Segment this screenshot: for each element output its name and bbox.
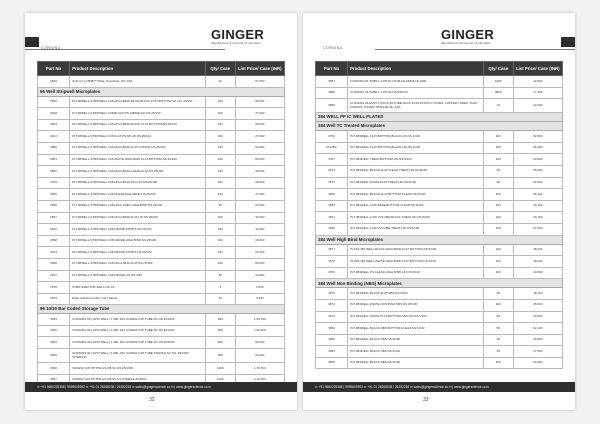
header-rule (375, 49, 575, 50)
qty-cell: 960 (205, 314, 235, 326)
product-row (316, 76, 563, 88)
part-number-cell: 2597 (38, 212, 70, 224)
qty-cell: 100 (483, 131, 513, 143)
product-row (316, 212, 563, 224)
price-cell: 55,000 (235, 258, 284, 270)
part-number-cell: 2598 (38, 258, 70, 270)
part-number-cell: 2598 (38, 235, 70, 247)
part-number-cell: 3700 (316, 267, 348, 279)
qty-cell: 960 (205, 349, 235, 363)
product-row (38, 154, 285, 166)
part-number-cell: 3653 (316, 346, 348, 358)
description-cell: PLT,96WELL,STRIPWELL,1X8,HIGH BIND,FLAT,COSTAR,NS,25/100 (70, 142, 206, 154)
qty-cell: 100 (483, 299, 513, 311)
product-row (38, 212, 285, 224)
brand-tab (561, 37, 575, 47)
product-row (316, 142, 563, 154)
page-number: 33 (423, 397, 429, 403)
price-cell: 28,000 (235, 177, 284, 189)
part-number-cell: 3578 (316, 256, 348, 268)
qty-cell: 100 (205, 247, 235, 259)
description-cell: PLT,384WELL,WHITE,FLAT,TREAT,LID,NS,5/100 (348, 177, 484, 189)
part-number-cell: 3558 (316, 87, 348, 99)
price-cell: 64,900 (513, 357, 562, 369)
ginger-logo (211, 27, 264, 45)
part-number-cell: 2592 (38, 96, 70, 108)
qty-cell: 100 (483, 244, 513, 256)
product-row (316, 311, 563, 323)
product-row (38, 337, 285, 349)
product-row (316, 323, 563, 335)
part-number-cell: 9379 (38, 177, 70, 189)
product-row (316, 346, 563, 358)
product-row (316, 99, 563, 113)
section-heading-row (316, 235, 563, 244)
product-row (316, 131, 563, 143)
description-cell: CORNING 96 (10/70 WELL) 1.0ML,26C SCREW CAP,TUBE,SC,NS,25/1000 (70, 325, 206, 337)
qty-cell: 100 (483, 357, 513, 369)
section-heading-row (316, 279, 563, 288)
description-cell: CORNING 96 (10/70 WELL) 1.0ML,26C SCREW CAP,TUBE,SC,NS,25/1000 (70, 337, 206, 349)
product-row (316, 288, 563, 300)
product-row (38, 96, 285, 108)
product-table-left (37, 61, 285, 386)
qty-cell: 50 (483, 311, 513, 323)
section-title: 96 Well Stripwell Microplates (38, 87, 285, 96)
price-cell: 62,000 (513, 177, 562, 189)
price-cell: 22,200 (513, 99, 562, 113)
price-cell: 40,100 (513, 200, 562, 212)
qty-cell: 100 (205, 131, 235, 143)
col-qty: Qty/ Case (483, 62, 513, 76)
product-row (316, 299, 563, 311)
qty-cell: 100 (205, 166, 235, 178)
qty-cell: 100 (205, 212, 235, 224)
price-cell: 57,000 (235, 76, 284, 88)
product-row (38, 314, 285, 326)
qty-cell: 1000 (483, 76, 513, 88)
part-number-cell: 2578 (38, 282, 70, 294)
part-number-cell: 3707 (316, 154, 348, 166)
qty-cell: 1000 (205, 374, 235, 386)
price-cell: 66,000 (513, 142, 562, 154)
qty-cell: 50 (483, 177, 513, 189)
product-row (38, 177, 285, 189)
qty-cell: 50 (205, 200, 235, 212)
table-body-left (38, 76, 285, 386)
price-cell: 42,000 (235, 224, 284, 236)
part-number-cell: 9018 (38, 108, 70, 120)
part-number-cell: 3700 (316, 131, 348, 143)
product-row (38, 363, 285, 375)
part-number-cell: 2592 (38, 166, 70, 178)
section-heading-row (38, 305, 285, 314)
price-cell: 34,500 (513, 311, 562, 323)
qty-cell: 1000 (205, 363, 235, 375)
price-cell: 52,000 (235, 247, 284, 259)
price-cell: 1,50,000 (235, 325, 284, 337)
product-row (38, 224, 285, 236)
product-row (38, 142, 285, 154)
qty-cell: 10 (205, 76, 235, 88)
part-number-cell: 2581 (38, 154, 70, 166)
col-part-no: Part No (38, 62, 70, 76)
description-cell: PLT,384WELL,PS,CLEAR,HIGH BIND,LID,NS,5/100 (348, 267, 484, 279)
description-cell: PLT,96WELL,STRIPWELL,1X8,WHITE,HIGH BIND,FLAT-BOTTOM,NS,25/100 (70, 154, 206, 166)
price-cell: 55,000 (235, 119, 284, 131)
table-header (38, 62, 285, 76)
price-cell: 40,100 (513, 212, 562, 224)
description-cell: PLT,384WELL,BLACK,FLAT,NBS,NS,5/100 (348, 288, 484, 300)
product-row (38, 131, 285, 143)
footer-contact: ✆ +91 9650225388 | 9999605992 ✉ +91 01 26268038 / 26252238 ✉ sales@gingerscience.co.in | www.gingerscience.co.in (303, 382, 575, 392)
description-cell: PLT,384WELL,TREAT,BOTTOM,LID,NS,5/100 (348, 154, 484, 166)
part-number-cell: 3654 (316, 323, 348, 335)
qty-cell: 100 (205, 96, 235, 108)
description-cell: PLT,96WELL,STRIPWELL,1X8,HIGH BIND,FLAT,LID,NS,25/100 (70, 212, 206, 224)
product-table-right (315, 61, 563, 369)
product-row (316, 87, 563, 99)
qty-cell: 100 (483, 200, 513, 212)
description-cell: Sulfonyl w/ BNB™ Plate, Nonsterile, Pkt 1/10 (70, 76, 206, 88)
description-cell: SCREW CAP PP,TPE,HS 6/8,SC,NS,25/1000 (70, 363, 206, 375)
part-number-cell: 3712BC (316, 142, 348, 154)
description-cell: Eight-well strip holder, Non Sterile (70, 293, 206, 305)
section-title: 384 Well TC Treated Microplates (316, 122, 563, 131)
part-number-cell: 3541 (316, 212, 348, 224)
section-title: 384 Well High Bind Microplates (316, 235, 563, 244)
qty-cell: 100 (483, 212, 513, 224)
price-cell: 47,500 (513, 346, 562, 358)
price-cell: 40,000 (513, 334, 562, 346)
price-cell: 63,000 (235, 200, 284, 212)
part-number-cell: 3577 (316, 244, 348, 256)
product-row (38, 119, 285, 131)
part-number-cell: 3571 (316, 165, 348, 177)
part-number-cell: 3532 (38, 325, 70, 337)
description-cell: STRIP EJECTOR,WELL,NS,1/1 (70, 282, 206, 294)
price-cell: 38,100 (513, 288, 562, 300)
price-cell: 60,600 (513, 154, 562, 166)
corning-label: CORNING (41, 46, 62, 50)
col-part-no: Part No (316, 62, 348, 76)
price-cell: 42,000 (513, 76, 562, 88)
description-cell: PLT,96WELL,STRIPWELL,1X8,HALF AREA,HIGH BIND,NS,25/100 (70, 200, 206, 212)
qty-cell: 100 (205, 108, 235, 120)
part-number-cell: 9013 (38, 247, 70, 259)
brand-tab (25, 37, 39, 47)
description-cell: PLT,96WELL,STRIPWELL,1X8,FRAME,HIGH BIND,NS,25/100 (70, 235, 206, 247)
price-cell: 57,500 (513, 223, 562, 235)
section-heading-row (316, 122, 563, 131)
product-row (316, 165, 563, 177)
description-cell: PLATE,384 WELL,BLACK,HIGH BIND,FLAT BOTTOM,NS,5/100 (348, 244, 484, 256)
corning-label: CORNING (322, 46, 343, 50)
part-number-cell: 3573 (316, 311, 348, 323)
part-number-cell: 2579 (38, 293, 70, 305)
price-cell: 20,000 (235, 270, 284, 282)
product-row (316, 177, 563, 189)
qty-cell: 960 (205, 337, 235, 349)
product-row (316, 154, 563, 166)
description-cell: CORNING 96 TUBE 1.4 PP,SC,NS,5/RACK (348, 87, 484, 99)
qty-cell: 100 (483, 256, 513, 268)
col-description: Product Description (348, 62, 484, 76)
price-cell: 52,800 (513, 131, 562, 143)
description-cell: PLT,96WELL,STRIPWELL,1X8,HIGH BIND,FB,NS,BLACK,FLAT-BOTTOM,W/ LID, 25/100 (70, 96, 206, 108)
description-cell: PLT,96WELL,STRIPWELL,1X8,HIGH BIND,PS,FLAT,NS,25/100 (70, 177, 206, 189)
description-cell: PLT,96WELL,STRIPWELL,1X8,FRAME,LID,NS,1/50 (70, 270, 206, 282)
product-row (38, 189, 285, 201)
qty-cell: 100 (483, 267, 513, 279)
product-row (316, 189, 563, 201)
product-row (316, 357, 563, 369)
product-row (38, 108, 285, 120)
part-number-cell: 2593 (38, 119, 70, 131)
price-cell: 27,000 (235, 131, 284, 143)
table-header (316, 62, 563, 76)
part-number-cell: 3575 (316, 288, 348, 300)
qty-cell: 960 (205, 325, 235, 337)
description-cell: PLT,96WELL,STRIPWELL,1X8,FRAME,STRIPS,NS,25/100 (70, 247, 206, 259)
qty-cell: 50 (483, 288, 513, 300)
qty-cell: 100 (205, 189, 235, 201)
product-row (38, 200, 285, 212)
part-number-cell: 3534 (38, 337, 70, 349)
description-cell: PLT,96WELL,STRIPWELL,1X8,BLACK,PS,H/BIND,LID,NS,25/100 (70, 108, 206, 120)
part-number-cell: 3574 (316, 299, 348, 311)
price-cell: 1,79,700 (235, 363, 284, 375)
qty-cell: 50 (205, 270, 235, 282)
product-row (316, 256, 563, 268)
description-cell: PLT,96WELL,STRIPWELL,1X8,FRAME,STRIPS,NS,25/100 (70, 224, 206, 236)
product-row (38, 235, 285, 247)
product-row (38, 349, 285, 363)
qty-cell: 50 (483, 165, 513, 177)
part-number-cell: 2595 (38, 189, 70, 201)
description-cell: PLT,96WELL,STRIPWELL,1X8,FLAT,PS,NT,LID,NS,25/100 (70, 131, 206, 143)
price-cell: 28,200 (513, 244, 562, 256)
part-number-cell: 3665 (316, 189, 348, 201)
description-cell: CORNING 96 (10/70 WELL) 1.0ML,26C SCREW CAP,TUBE,SC,NS,25/1000 (70, 314, 206, 326)
description-cell: PLT,96WELL,STRIPWELL,1X8,HIGH BIND,FLAT,NS,25/100 (70, 258, 206, 270)
qty-cell: 100 (483, 223, 513, 235)
catalog-page-right (303, 13, 575, 410)
product-row (316, 244, 563, 256)
part-number-cell: 2596 (38, 200, 70, 212)
description-cell: PLT,384WELL,BLACK,NBS,NS,5/100 (348, 334, 484, 346)
section-title: 96 10/20 Bar Coded Storage Tube (38, 305, 285, 314)
logo-text: GINGER (211, 27, 265, 42)
section-title: 384 Well Non Binding (NBS) Microplates (316, 279, 563, 288)
section-title: 384 WELL PP IC WELL PLATES (316, 113, 563, 122)
product-row (316, 200, 563, 212)
description-cell: PLT,384WELL,BLACK,FLAT,CLEAR,TREAT,LID,NS,5/100 (348, 165, 484, 177)
description-cell: PLT,96WELL,STRIPWELL,1X8,HIGH BIND,CLEAR,FLAT,NS,25/100 (70, 166, 206, 178)
price-cell: 77,400 (513, 87, 562, 99)
part-number-cell: 3656 (316, 334, 348, 346)
qty-cell: 100 (483, 189, 513, 201)
ginger-logo (441, 27, 494, 45)
description-cell: PLT,96WELL,STRIPWELL,1X8,HIGH BIND,BLACK,FLAT-BOTTOM,NS,25/100 (70, 119, 206, 131)
price-cell: 55,000 (235, 96, 284, 108)
description-cell: PLT,384WELL,BLACK,NBS,BOTTOM,CLEAR,NS,5/100 (348, 323, 484, 335)
qty-cell: 100 (205, 142, 235, 154)
description-cell: CORNING 96 TUBE 1.2 PP,SC,NS,BLUE,96/RACK,1000 (348, 76, 484, 88)
col-price: List Price/ Case (INR) (513, 62, 562, 76)
catalog-page-left (25, 13, 297, 410)
logo-tagline: Manufacturer & Importer of Lab Ware (441, 41, 491, 45)
qty-cell: 9600 (483, 87, 513, 99)
qty-cell: 10 (483, 99, 513, 113)
section-heading-row (316, 113, 563, 122)
description-cell: CORNING 96 (10/70 WELL) 1.0ML,26C SCREW CAP,TUBE,STERILE,SC,NS, 25/1000 (STERILE) (70, 349, 206, 363)
product-row (38, 293, 285, 305)
part-number-cell: 3570 (316, 177, 348, 189)
description-cell: PLT,384WELL,LOW BASE,BOTTOM,CLEAR,NS,5/100 (348, 200, 484, 212)
product-row (316, 267, 563, 279)
price-cell: 27,000 (235, 108, 284, 120)
product-row (38, 270, 285, 282)
price-cell: 24,500 (513, 267, 562, 279)
description-cell: PLT,384WELL,BLACK,NBS,NS,5/100 (348, 346, 484, 358)
price-cell: 55,000 (235, 154, 284, 166)
part-number-cell: 2580 (38, 142, 70, 154)
part-number-cell: 3535 (38, 349, 70, 363)
part-number-cell: 3536 (38, 363, 70, 375)
qty-cell: 25 (205, 293, 235, 305)
qty-cell: 50 (483, 334, 513, 346)
part-number-cell: 3533 (38, 314, 70, 326)
part-number-cell: 3540 (316, 223, 348, 235)
description-cell: PLT,384WELL,WHITE,FLAT,BOTTOM,NBS,LID,NS,5/100 (348, 311, 484, 323)
part-number-cell: 3540 (38, 76, 70, 88)
col-price: List Price/ Case (INR) (235, 62, 284, 76)
qty-cell: 100 (483, 142, 513, 154)
qty-cell: 5 (205, 282, 235, 294)
part-number-cell: 9014 (38, 131, 70, 143)
price-cell: 66,000 (235, 235, 284, 247)
table-body-right (316, 76, 563, 369)
price-cell: 53,000 (235, 142, 284, 154)
page-number: 32 (149, 397, 155, 403)
product-row (316, 223, 563, 235)
part-number-cell: 3537 (38, 374, 70, 386)
qty-cell: 200 (205, 177, 235, 189)
description-cell: SCREW CAP PP,TPE,HS 6/8,SC,NS,STERILE,25/1000 (70, 374, 206, 386)
qty-cell: 100 (205, 154, 235, 166)
price-cell: 65,100 (513, 189, 562, 201)
price-cell: 64,200 (235, 349, 284, 363)
price-cell: 28,000 (235, 166, 284, 178)
product-row (316, 334, 563, 346)
product-row (38, 325, 285, 337)
description-cell: PLT,384WELL,BLACK,NBS,NS,5/100 (348, 357, 484, 369)
description-cell: PLT,384WELL,FLAT-BOTTOM,BLACK,LID,NS,1/100 (348, 131, 484, 143)
price-cell: 3,500 (235, 282, 284, 294)
description-cell: PLT,384WELL,LOW VOLUME,BLACK,TREAT,LID,NS,5/100 (348, 212, 484, 224)
part-number-cell: 9102 (38, 224, 70, 236)
product-row (38, 166, 285, 178)
description-cell: PLT,384WELL,FLAT-BOTTOM,BLACK,LID,NS,1/100 (348, 142, 484, 154)
description-cell: CORNING 96 EMPTY RACK 96/TUBE RACK,6X19 PP,WITH COVER, CAPPED TUBES, FLEX FORMAT, COVER,TB,NS,BLUE, 1/50 (348, 99, 484, 113)
qty-cell: 50 (483, 323, 513, 335)
price-cell: 3,300 (235, 293, 284, 305)
price-cell: 62,100 (513, 323, 562, 335)
description-cell: PLT,384WELL,BLACK,FLAT,BOTTOM,CLEAR,NS,5/100 (348, 189, 484, 201)
qty-cell: 100 (483, 154, 513, 166)
col-qty: Qty/ Case (205, 62, 235, 76)
part-number-cell: 3559 (316, 99, 348, 113)
qty-cell: 50 (483, 346, 513, 358)
footer-contact: ✆ +91 9650225388 | 9999605992 ✉ +91 01 26268038 / 26252238 ✉ sales@gingerscience.co.in | www.gingerscience.co.in (25, 382, 297, 392)
price-cell: 2,10,000 (235, 374, 284, 386)
price-cell: 35,600 (513, 299, 562, 311)
price-cell: 28,200 (513, 256, 562, 268)
product-row (38, 76, 285, 88)
part-number-cell: 3557 (316, 76, 348, 88)
price-cell: 55,000 (513, 165, 562, 177)
qty-cell: 100 (205, 224, 235, 236)
product-row (38, 282, 285, 294)
description-cell: PLT,384WELL,WHITE,NON BIND,NBS,NS,25/100 (348, 299, 484, 311)
qty-cell: 100 (205, 235, 235, 247)
section-heading-row (38, 87, 285, 96)
part-number-cell: 3655 (316, 357, 348, 369)
product-row (38, 247, 285, 259)
qty-cell: 100 (205, 119, 235, 131)
price-cell: 59,500 (235, 337, 284, 349)
logo-text: GINGER (441, 27, 495, 42)
description-cell: PLATE,384 WELL,WHITE,HIGH BIND,FLAT BOTTOM,NS,5/100 (348, 256, 484, 268)
price-cell: 1,50,000 (235, 314, 284, 326)
col-description: Product Description (70, 62, 206, 76)
logo-tagline: Manufacturer & Importer of Lab Ware (211, 41, 261, 45)
part-number-cell: 2572 (38, 270, 70, 282)
description-cell: PLT,384WELL,LOW VOLUME,TREAT,LID,NS,5/100 (348, 223, 484, 235)
price-cell: 30,000 (235, 212, 284, 224)
description-cell: PLT,96WELL,STRIPWELL,1X8,CLEAR,HIGH BIND,NS,25/100 (70, 189, 206, 201)
product-row (38, 258, 285, 270)
part-number-cell: 3542 (316, 200, 348, 212)
qty-cell: 100 (205, 258, 235, 270)
price-cell: 27,000 (235, 189, 284, 201)
